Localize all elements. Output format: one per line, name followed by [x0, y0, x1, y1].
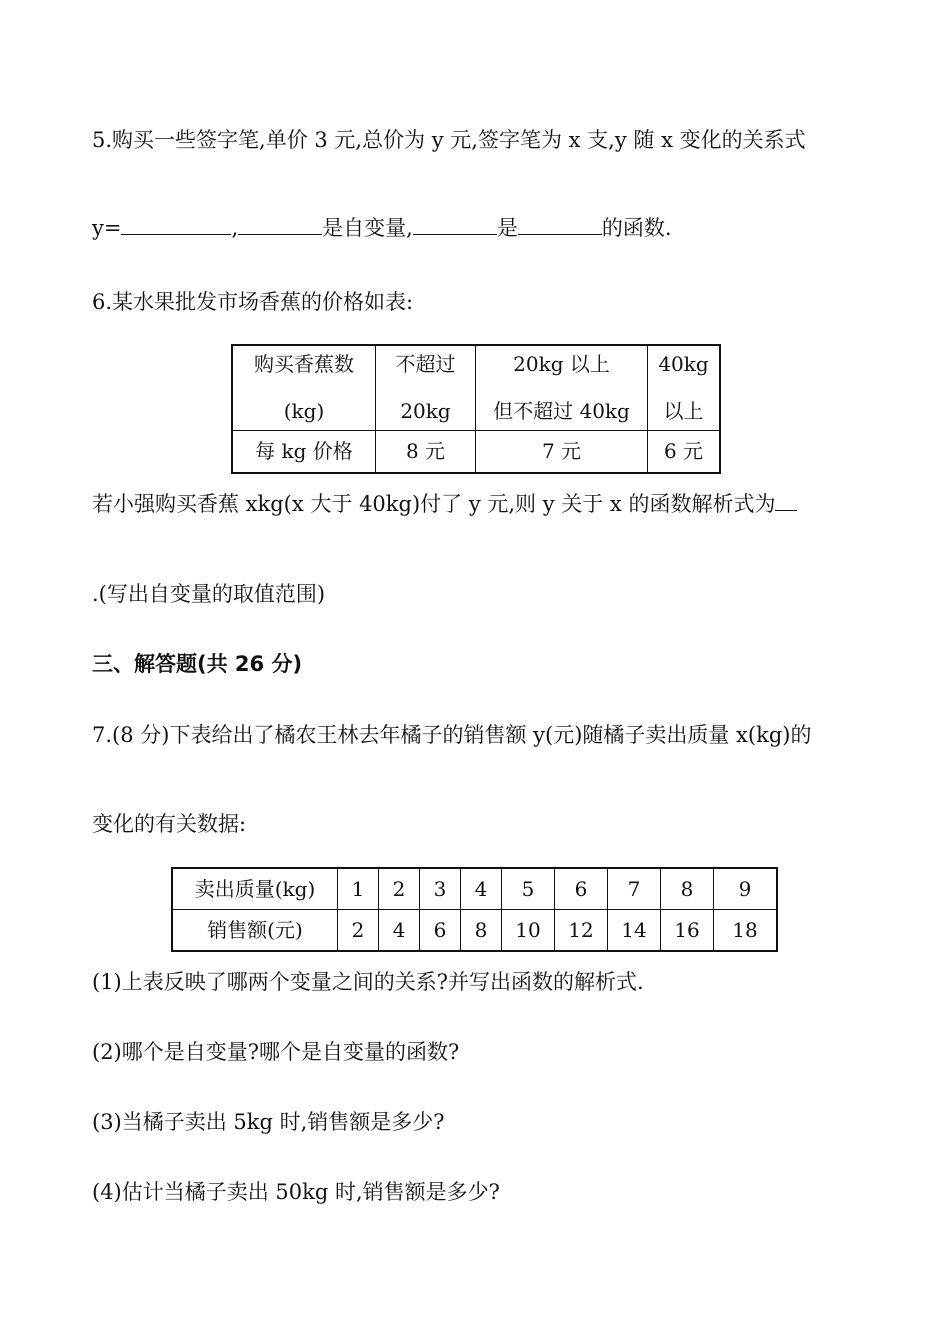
q5-comma: , — [231, 216, 239, 240]
table-row — [172, 868, 777, 910]
table-row — [232, 431, 720, 474]
table-cell: 4 — [461, 868, 502, 910]
table-cell: 3 — [420, 868, 461, 910]
q5-blank-independent[interactable] — [238, 216, 322, 235]
table-cell: 40kg 以上 — [648, 345, 721, 431]
table-cell: 销售额(元) — [172, 910, 338, 952]
table-cell: 4 — [379, 910, 420, 952]
table-cell: 2 — [379, 868, 420, 910]
q5-blank-dependent[interactable] — [413, 216, 497, 235]
q7-sub2: (2)哪个是自变量?哪个是自变量的函数? — [92, 1040, 460, 1064]
table-cell: 8 — [461, 910, 502, 952]
q6-note: .(写出自变量的取值范围) — [92, 582, 326, 606]
table-cell: 8 元 — [376, 431, 476, 474]
q5-blank-function-of[interactable] — [518, 216, 602, 235]
table-cell: 2 — [338, 910, 379, 952]
q7-sub4: (4)估计当橘子卖出 50kg 时,销售额是多少? — [92, 1180, 500, 1204]
table-cell: 8 — [661, 868, 714, 910]
table-cell: 9 — [714, 868, 778, 910]
q6-question: 若小强购买香蕉 xkg(x 大于 40kg)付了 y 元,则 y 关于 x 的函数解析式为 — [92, 492, 776, 516]
table-cell: 14 — [608, 910, 661, 952]
q6-intro: 6.某水果批发市场香蕉的价格如表: — [92, 290, 414, 314]
q5-part3: 是 — [496, 216, 518, 240]
q7-line1: 7.(8 分)下表给出了橘农王林去年橘子的销售额 y(元)随橘子卖出质量 x(kg)的 — [92, 723, 812, 747]
section-title: 三、解答题(共 26 分) — [92, 652, 303, 676]
q6-blank-answer[interactable] — [775, 492, 797, 511]
banana-price-table — [231, 344, 721, 474]
table-cell: 20kg 以上 但不超过 40kg — [476, 345, 648, 431]
q5-part4: 的函数. — [601, 216, 672, 240]
q5-part2: 是自变量, — [322, 216, 413, 240]
table-cell: 5 — [502, 868, 555, 910]
table-cell: 12 — [555, 910, 608, 952]
table-cell: 购买香蕉数 (kg) — [232, 345, 376, 431]
table-cell: 10 — [502, 910, 555, 952]
table-cell: 6 元 — [648, 431, 721, 474]
table-row — [232, 345, 720, 431]
q5-text: 5.购买一些签字笔,单价 3 元,总价为 y 元,签字笔为 x 支,y 随 x 变化的关系式 — [92, 128, 806, 152]
orange-sales-table — [171, 867, 778, 952]
table-cell: 16 — [661, 910, 714, 952]
q7-sub3: (3)当橘子卖出 5kg 时,销售额是多少? — [92, 1110, 445, 1134]
table-cell: 6 — [420, 910, 461, 952]
table-cell: 6 — [555, 868, 608, 910]
table-cell: 7 — [608, 868, 661, 910]
table-cell: 卖出质量(kg) — [172, 868, 338, 910]
table-cell: 1 — [338, 868, 379, 910]
q5-prefix: y= — [92, 216, 122, 240]
q5-fill-line — [92, 216, 672, 241]
q7-line2: 变化的有关数据: — [92, 812, 247, 836]
q7-sub1: (1)上表反映了哪两个变量之间的关系?并写出函数的解析式. — [92, 970, 644, 994]
table-cell: 7 元 — [476, 431, 648, 474]
table-cell: 每 kg 价格 — [232, 431, 376, 474]
q5-blank-expression[interactable] — [121, 216, 231, 235]
table-cell: 18 — [714, 910, 778, 952]
table-cell: 不超过 20kg — [376, 345, 476, 431]
table-row — [172, 910, 777, 952]
q6-question-line — [92, 492, 797, 517]
